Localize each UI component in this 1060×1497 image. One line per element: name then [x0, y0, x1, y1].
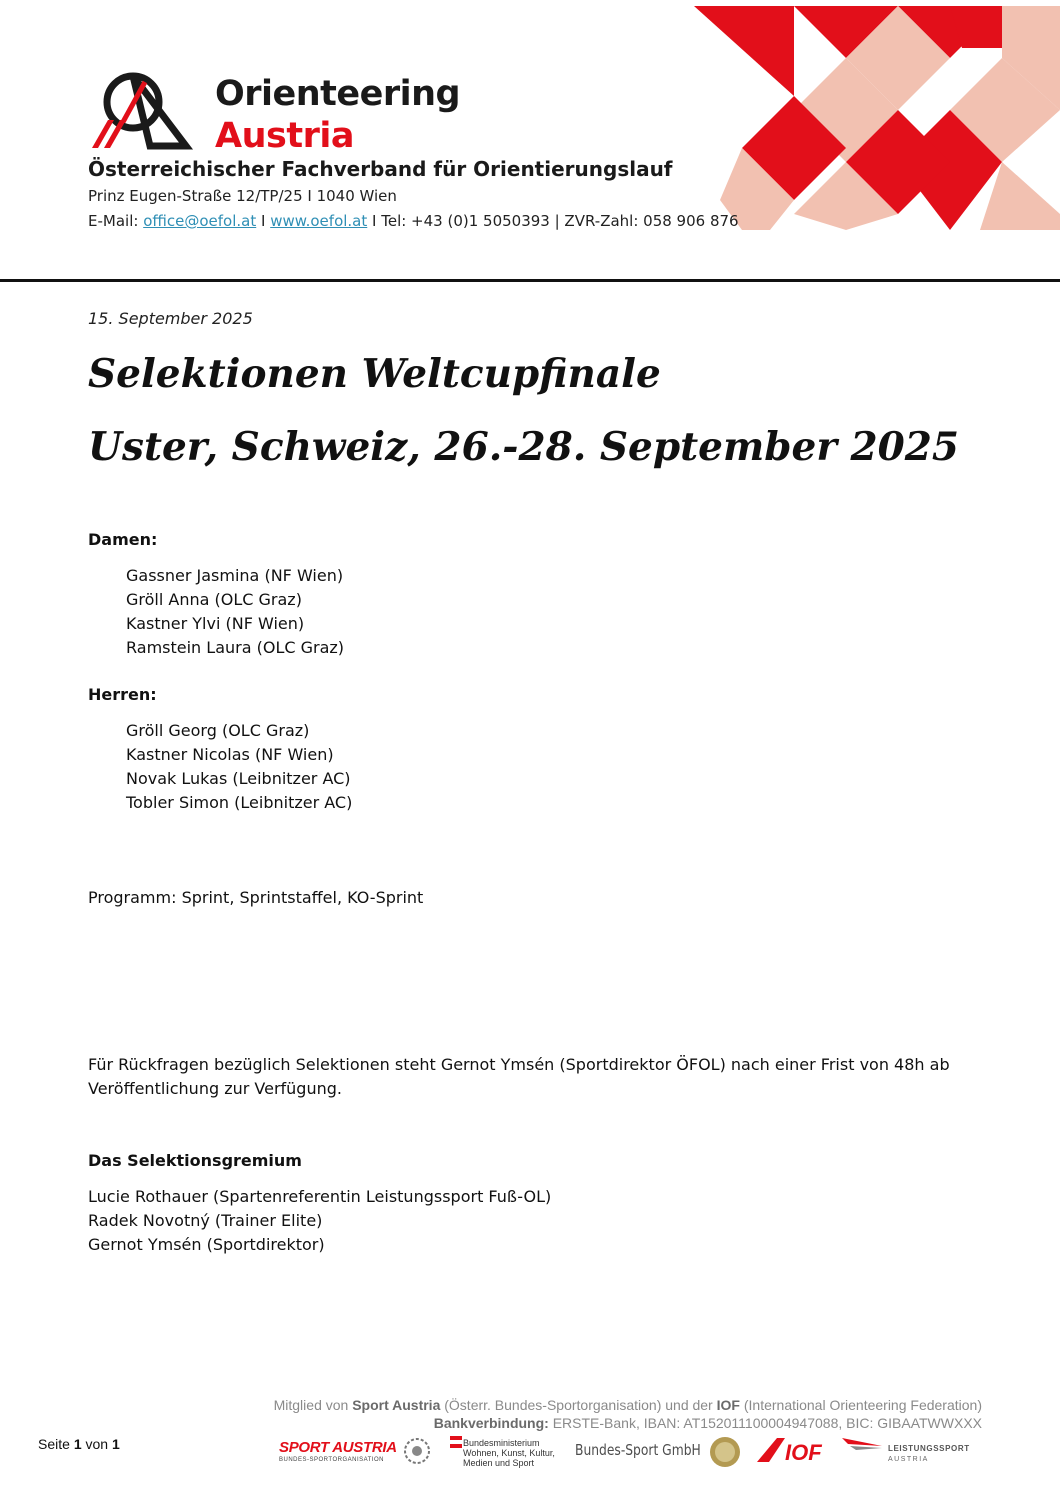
sport-austria-wordmark: SPORT AUSTRIA [279, 1439, 397, 1456]
brand-name-line2: Austria [215, 116, 354, 156]
damen-heading: Damen: [88, 530, 158, 549]
list-item: Radek Novotný (Trainer Elite) [88, 1211, 323, 1230]
gremium-list [88, 1185, 551, 1257]
page-number [38, 1436, 120, 1452]
footer-text: (Österr. Bundes-Sportorganisation) und der [440, 1397, 717, 1413]
bank-details: ERSTE-Bank, IBAN: AT152011100004947088, BIC: GIBAATWWXXX [548, 1415, 982, 1431]
leistungssport-wordmark: LEISTUNGSSPORT [888, 1444, 970, 1453]
sport-austria-subline: BUNDES-SPORTORGANISATION [279, 1457, 385, 1463]
herren-list [126, 719, 352, 815]
orienteering-austria-logo-icon [90, 68, 200, 152]
austria-flag-icon [450, 1436, 462, 1448]
header-decoration-pattern [690, 0, 1060, 235]
leistungssport-logo [888, 1444, 970, 1463]
document-date: 15. September 2025 [88, 309, 253, 328]
list-item: Kastner Nicolas (NF Wien) [126, 745, 334, 764]
contact-prefix: E-Mail: [88, 212, 144, 230]
programm-text: Programm: Sprint, Sprintstaffel, KO-Sprint [88, 888, 424, 907]
bundes-sport-logo: Bundes-Sport GmbH [575, 1441, 701, 1459]
website-link[interactable]: www.oefol.at [270, 212, 368, 230]
list-item: Gröll Anna (OLC Graz) [126, 590, 302, 609]
footer-text: Mitglied von [273, 1397, 353, 1413]
footer-bank [434, 1415, 982, 1431]
ministry-logo-text: Bundesministerium Wohnen, Kunst, Kultur, Medien und Sport [463, 1438, 555, 1468]
page-total: 1 [111, 1436, 120, 1452]
document-title: Selektionen Weltcupfinale [88, 351, 661, 397]
page-mid: von [81, 1436, 112, 1452]
bundes-sport-emblem-icon [708, 1436, 742, 1468]
contact-note-line2: Veröffentlichung zur Verfügung. [88, 1079, 342, 1098]
page-current: 1 [73, 1436, 82, 1452]
list-item: Lucie Rothauer (Spartenreferentin Leistungssport Fuß-OL) [88, 1187, 552, 1206]
list-item: Gernot Ymsén (Sportdirektor) [88, 1235, 325, 1254]
document-subtitle: Uster, Schweiz, 26.-28. September 2025 [88, 424, 959, 470]
footer-iof: IOF [716, 1397, 740, 1413]
email-link[interactable]: office@oefol.at [143, 212, 257, 230]
organization-name: Österreichischer Fachverband für Orientierungslauf [88, 157, 673, 181]
footer-sport-austria: Sport Austria [352, 1397, 441, 1413]
list-item: Ramstein Laura (OLC Graz) [126, 638, 345, 657]
list-item: Gassner Jasmina (NF Wien) [126, 566, 344, 585]
contact-note-line1: Für Rückfragen bezüglich Selektionen steht Gernot Ymsén (Sportdirektor ÖFOL) nach einer Frist von 48h ab [88, 1055, 950, 1074]
bank-label: Bankverbindung: [433, 1415, 549, 1431]
organization-address: Prinz Eugen-Straße 12/TP/25 I 1040 Wien [88, 187, 397, 205]
brand-name-line1: Orienteering [215, 74, 461, 114]
austrian-eagle-icon [402, 1437, 432, 1465]
contact-suffix: I Tel: +43 (0)1 5050393 | ZVR-Zahl: 058 906 876 [367, 212, 739, 230]
footer-text: (International Orienteering Federation) [739, 1397, 982, 1413]
contact-line [88, 212, 739, 230]
gremium-heading: Das Selektionsgremium [88, 1151, 302, 1170]
leistungssport-swoosh-icon [842, 1436, 884, 1452]
footer-membership [274, 1397, 982, 1413]
contact-separator: I [256, 212, 271, 230]
list-item: Tobler Simon (Leibnitzer AC) [126, 793, 353, 812]
list-item: Gröll Georg (OLC Graz) [126, 721, 310, 740]
iof-logo-icon [755, 1432, 835, 1468]
leistungssport-subline: AUSTRIA [888, 1456, 929, 1463]
svg-text:IOF: IOF [785, 1440, 822, 1465]
list-item: Novak Lukas (Leibnitzer AC) [126, 769, 351, 788]
list-item: Kastner Ylvi (NF Wien) [126, 614, 305, 633]
header-divider [0, 279, 1060, 282]
damen-list [126, 564, 344, 660]
sport-austria-logo [279, 1439, 397, 1463]
page-prefix: Seite [38, 1436, 74, 1452]
herren-heading: Herren: [88, 685, 157, 704]
